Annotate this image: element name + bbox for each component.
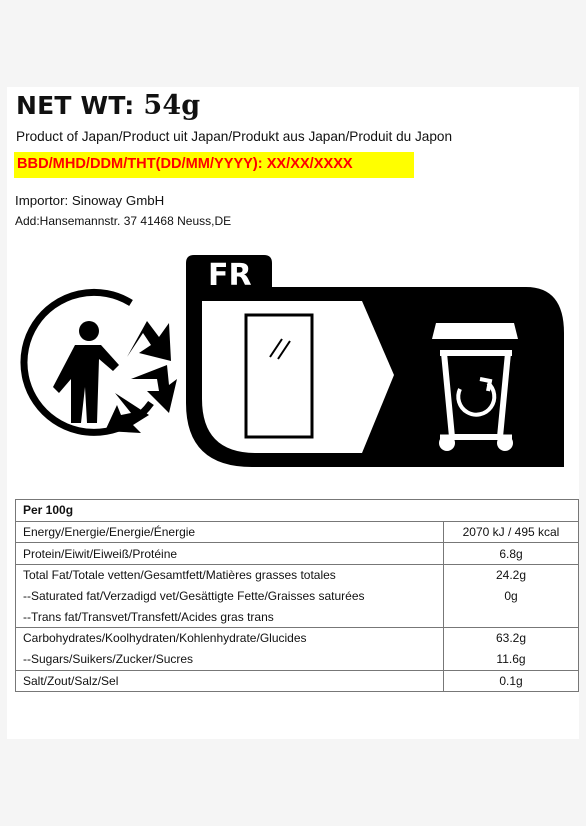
table-row [16,521,579,543]
net-weight-value: 54g [143,90,201,121]
triman-logo-icon [19,283,184,438]
best-before-highlight [14,152,414,178]
nutrient-value [444,606,579,627]
country-code: FR [208,258,252,293]
origin-text: Product of Japan/Product uit Japan/Produkt aus Japan/Produit du Japon [16,129,453,144]
table-header-row [16,500,579,522]
nutrient-value: 6.8g [444,543,579,565]
importer-text: Importor: Sinoway GmbH [15,193,165,208]
nutrient-name: --Saturated fat/Verzadigd vet/Gesättigte Fette/Graisses saturées [16,586,444,607]
address-text: Add:Hansemannstr. 37 41468 Neuss,DE [15,214,232,228]
net-weight-label: NET WT: [16,91,135,120]
nutrient-value: 0g [444,586,579,607]
nutrition-header: Per 100g [16,500,579,522]
table-row [16,606,579,627]
net-weight [16,90,200,121]
nutrient-name: Carbohydrates/Koolhydraten/Kohlenhydrate/Glucides [16,628,444,649]
nutrient-value: 63.2g [444,628,579,649]
nutrient-name: Protein/Eiwit/Eiweiß/Protéine [16,543,444,565]
best-before-text: BBD/MHD/DDM/THT(DD/MM/YYYY): XX/XX/XXXX [17,156,353,172]
product-label [7,87,579,739]
table-row [16,565,579,586]
nutrient-name: --Trans fat/Transvet/Transfett/Acides gras trans [16,606,444,627]
nutrient-value: 24.2g [444,565,579,586]
nutrient-name: Energy/Energie/Energie/Énergie [16,521,444,543]
table-row [16,586,579,607]
nutrient-name: Total Fat/Totale vetten/Gesamtfett/Matières grasses totales [16,565,444,586]
table-row [16,543,579,565]
nutrient-value: 0.1g [444,670,579,692]
nutrient-name: --Sugars/Suikers/Zucker/Sucres [16,649,444,670]
nutrient-value: 11.6g [444,649,579,670]
table-row [16,628,579,649]
nutrient-value: 2070 kJ / 495 kcal [444,521,579,543]
recycling-info-graphic [182,253,569,473]
nutrient-name: Salt/Zout/Salz/Sel [16,670,444,692]
table-row [16,649,579,670]
nutrition-table [15,499,579,692]
table-row [16,670,579,692]
